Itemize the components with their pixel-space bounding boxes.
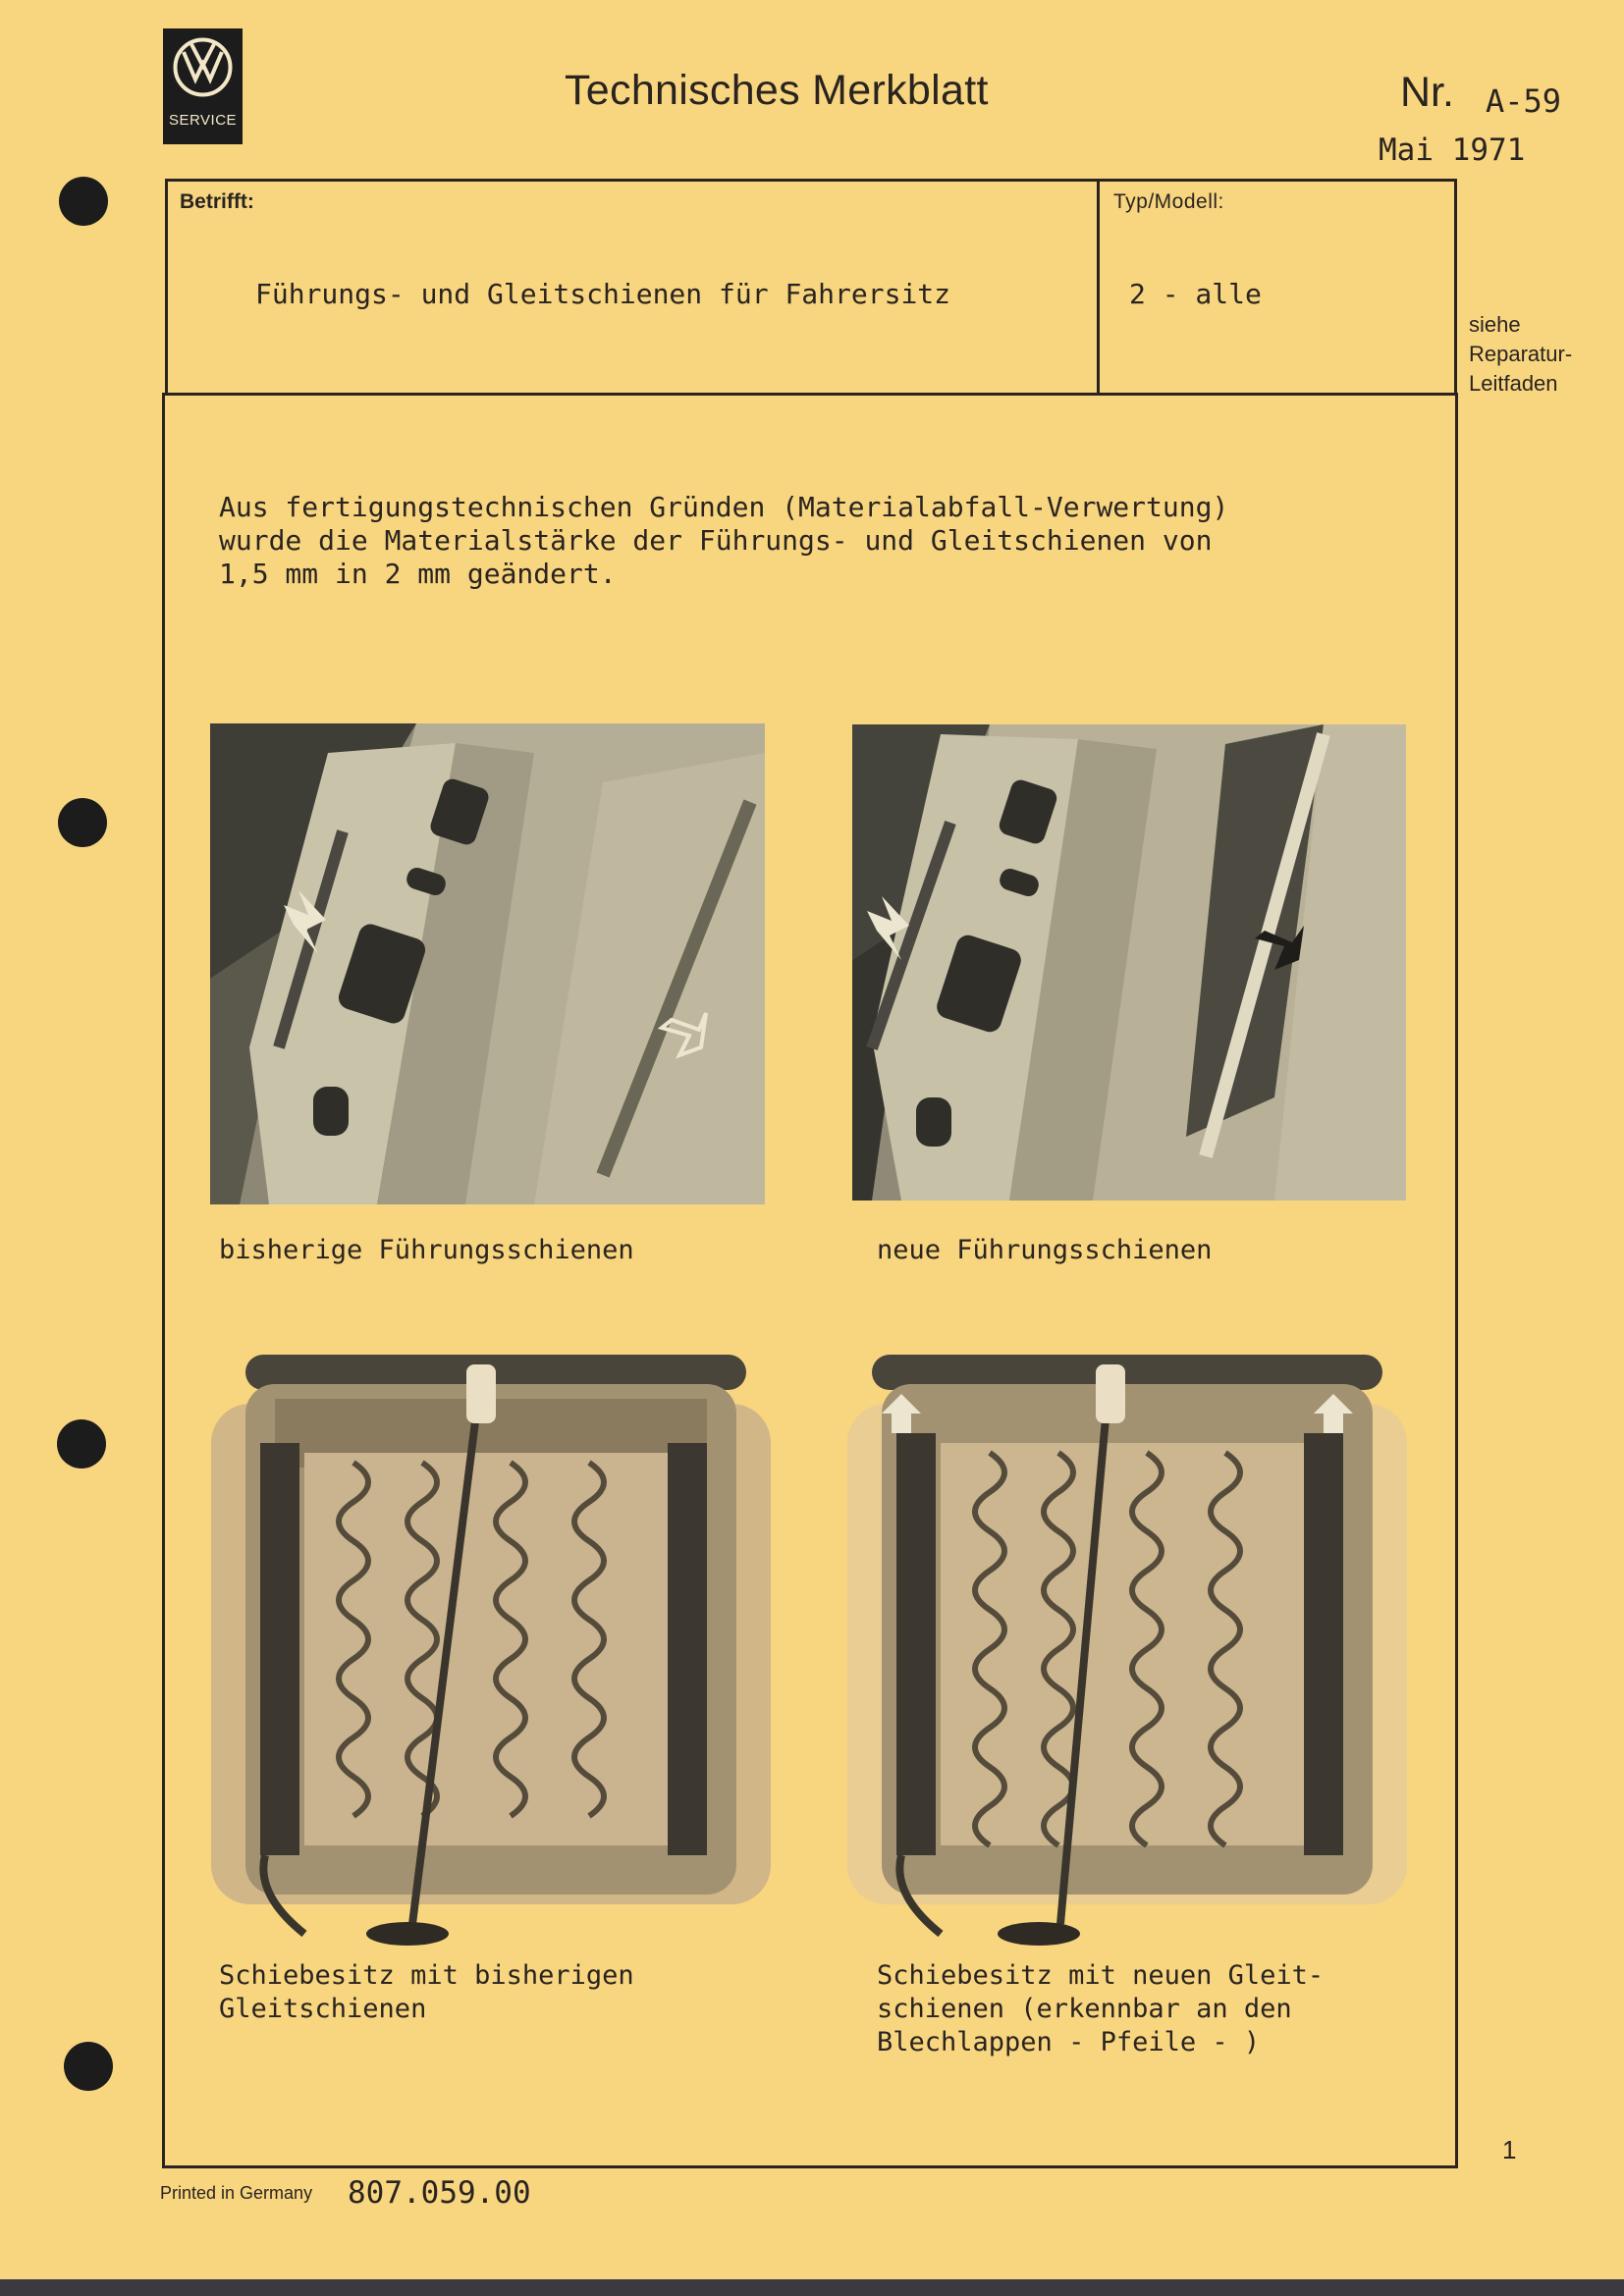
issue-date: Mai 1971 [1379,133,1526,168]
photo-old-guide-rails [210,723,765,1204]
number-label: Nr. [1400,69,1454,116]
caption-seat-new-slide-rails: Schiebesitz mit neuen Gleit- schienen (erkennbar an den Blechlappen - Pfeile - ) [877,1960,1325,2057]
body-paragraph: Aus fertigungstechnischen Gründen (Materialabfall-Verwertung) wurde die Materialstärke der Führungs- und Gleitschienen von 1,5 mm in 2 mm geändert. [219,491,1229,590]
subject-divider [1097,179,1100,396]
subject-value: Führungs- und Gleitschienen für Fahrersitz [255,278,951,310]
print-code: 807.059.00 [348,2175,531,2211]
photo-new-guide-rails [852,724,1406,1201]
punch-hole [59,177,108,226]
reference-note-line: siehe [1469,312,1521,337]
caption-seat-old-slide-rails: Schiebesitz mit bisherigen Gleitschienen [219,1960,634,2024]
caption-new-guide-rails: neue Führungsschienen [877,1235,1213,1265]
document-number: A-59 [1486,82,1562,120]
logo-text: SERVICE [168,112,238,129]
document-title: Technisches Merkblatt [565,67,989,114]
page-number: 1 [1502,2135,1517,2164]
vw-service-logo [163,28,243,144]
reference-note [1469,310,1572,399]
punch-hole [64,2042,113,2091]
photo-seat-old-slide-rails [206,1345,776,1949]
vw-emblem-icon [172,36,234,98]
photo-seat-new-slide-rails [842,1345,1412,1949]
reference-note-line: Reparatur- [1469,342,1573,366]
scan-edge [0,2279,1624,2296]
printed-in-label: Printed in Germany [160,2183,313,2203]
punch-hole [58,798,107,847]
subject-label: Betrifft: [180,190,254,213]
caption-old-guide-rails: bisherige Führungsschienen [219,1235,634,1265]
punch-hole [57,1419,106,1468]
model-label: Typ/Modell: [1113,190,1224,213]
model-value: 2 - alle [1129,278,1262,310]
reference-note-line: Leitfaden [1469,371,1558,396]
